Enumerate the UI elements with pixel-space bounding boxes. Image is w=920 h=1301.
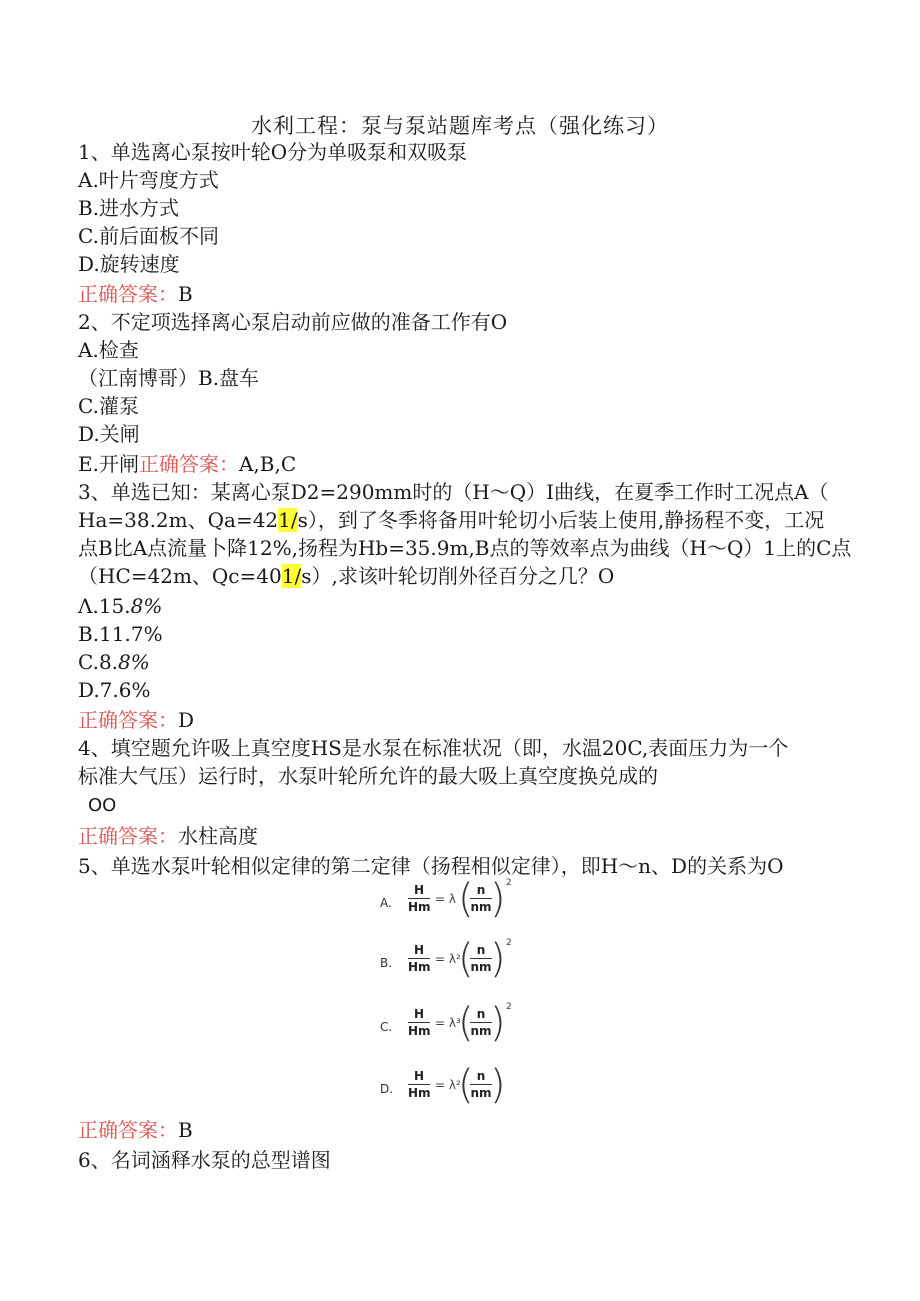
formula-option-d	[380, 1064, 530, 1116]
q1-option-a: A.叶片弯度方式	[78, 168, 219, 192]
q1-answer	[78, 280, 193, 308]
q4-answer	[78, 822, 258, 850]
question-3-line-3: 点B比A点流量卜降12%,扬程为Hb=35.9m,B点的等效率点为曲线（H～Q）1上的C点	[78, 536, 852, 560]
q3-l4-b: s）,求该叶轮切削外径百分之几？O	[301, 564, 615, 588]
fraction-den: nm	[470, 1024, 492, 1038]
fraction-num: H	[408, 1068, 430, 1085]
highlight-mark: 1/	[281, 564, 302, 588]
question-3-line-4	[78, 562, 614, 590]
q3-opt-a-pre: Λ.15.	[78, 594, 131, 618]
left-paren: (	[458, 1062, 474, 1108]
formula-options-image	[380, 878, 530, 1118]
q2-option-e: E.开闸	[78, 452, 139, 476]
q1-option-d: D.旋转速度	[78, 252, 180, 276]
q3-answer	[78, 706, 194, 734]
formula-option-b	[380, 938, 530, 990]
fraction	[470, 882, 492, 915]
formula-label: A.	[380, 896, 392, 910]
q3-option-b: B.11.7%	[78, 622, 163, 646]
answer-value: D	[178, 708, 195, 732]
formula-option-c	[380, 1002, 530, 1054]
fraction-num: H	[408, 942, 430, 959]
fraction-den: nm	[470, 900, 492, 914]
fraction	[408, 1006, 430, 1039]
right-paren: )	[490, 1000, 506, 1046]
q2-option-c: C.灌泵	[78, 394, 139, 418]
page-title: 水利工程：泵与泵站题库考点（强化练习）	[251, 114, 669, 138]
fraction-num: n	[470, 942, 492, 959]
q1-option-b: B.进水方式	[78, 196, 180, 220]
formula-mid: = λ²	[435, 1078, 461, 1092]
q3-l2-b: s），到了冬季将备用叶轮切小后装上使用,静扬程不变，工况	[297, 508, 825, 532]
answer-label: 正确答案：	[138, 452, 239, 476]
answer-value: B	[178, 1118, 193, 1142]
q2-option-b: （江南博哥）B.盘车	[78, 366, 260, 390]
right-paren: )	[490, 1062, 506, 1108]
q3-opt-a-it: 8%	[130, 594, 163, 618]
formula-mid: = λ	[435, 892, 456, 906]
formula-label: C.	[380, 1020, 393, 1034]
exponent: 2	[506, 878, 512, 888]
q2-option-d: D.关闸	[78, 422, 140, 446]
highlight-mark: 1/	[278, 508, 298, 532]
fraction-num: n	[470, 882, 492, 899]
question-2-stem: 2、不定项选择离心泵启动前应做的准备工作有O	[78, 310, 508, 334]
left-paren: (	[458, 876, 474, 922]
fraction-num: H	[408, 882, 430, 899]
fraction	[470, 942, 492, 975]
answer-label: 正确答案：	[78, 824, 178, 848]
fraction	[408, 882, 430, 915]
formula-mid: = λ³	[435, 1016, 461, 1030]
answer-value: A,B,C	[238, 452, 297, 476]
left-paren: (	[458, 1000, 474, 1046]
formula-option-a	[380, 878, 530, 930]
question-1-stem: 1、单选离心泵按叶轮O分为单吸泵和双吸泵	[78, 140, 468, 164]
q3-opt-c-pre: C.8.	[78, 650, 119, 674]
answer-label: 正确答案：	[78, 282, 178, 306]
question-5-stem: 5、单选水泵叶轮相似定律的第二定律（扬程相似定律），即H～n、D的关系为O	[78, 854, 784, 878]
fraction	[408, 942, 430, 975]
formula-mid: = λ²	[435, 952, 461, 966]
q1-option-c: C.前后面板不同	[78, 224, 219, 248]
question-6-stem: 6、名词涵释水泵的总型谱图	[78, 1148, 331, 1172]
fraction	[470, 1006, 492, 1039]
question-4-blank: OO	[88, 795, 117, 816]
fraction-den: Hm	[408, 900, 431, 914]
formula-label: D.	[380, 1082, 394, 1096]
q3-option-c	[78, 648, 150, 676]
fraction-num: H	[408, 1006, 430, 1023]
exponent: 2	[506, 1002, 512, 1012]
fraction-den: Hm	[408, 1086, 431, 1100]
fraction-den: Hm	[408, 960, 431, 974]
fraction-den: Hm	[408, 1024, 431, 1038]
fraction-num: n	[470, 1068, 492, 1085]
question-4-line-1: 4、填空题允许吸上真空度HS是水泵在标准状况（即，水温20C,表面压力为一个	[78, 736, 789, 760]
fraction-den: nm	[470, 960, 492, 974]
right-paren: )	[490, 936, 506, 982]
q3-opt-c-it: 8%	[118, 650, 150, 674]
answer-value: 水柱高度	[178, 824, 258, 848]
fraction	[408, 1068, 430, 1101]
answer-label: 正确答案：	[78, 708, 178, 732]
formula-label: B.	[380, 956, 393, 970]
question-3-line-1: 3、单选已知：某离心泵D2=290mm时的（H～Q）I曲线，在夏季工作时工况点A（	[78, 480, 829, 504]
question-3-line-2	[78, 506, 824, 534]
right-paren: )	[490, 876, 506, 922]
q2-option-e-answer	[78, 450, 296, 478]
q3-option-d: D.7.6%	[78, 678, 151, 702]
q3-option-a	[78, 592, 162, 620]
fraction-num: n	[470, 1006, 492, 1023]
answer-value: B	[178, 282, 193, 306]
exponent: 2	[506, 938, 512, 948]
fraction	[470, 1068, 492, 1101]
left-paren: (	[458, 936, 474, 982]
q3-l2-a: Ha=38.2m、Qa=42	[78, 508, 279, 532]
question-4-line-2: 标准大气压）运行时，水泵叶轮所允许的最大吸上真空度换兑成的	[78, 764, 658, 788]
fraction-den: nm	[470, 1086, 492, 1100]
q2-option-a: A.检查	[78, 338, 139, 362]
answer-label: 正确答案：	[78, 1118, 178, 1142]
q5-answer	[78, 1116, 193, 1144]
q3-l4-a: （HC=42m、Qc=40	[78, 564, 282, 588]
